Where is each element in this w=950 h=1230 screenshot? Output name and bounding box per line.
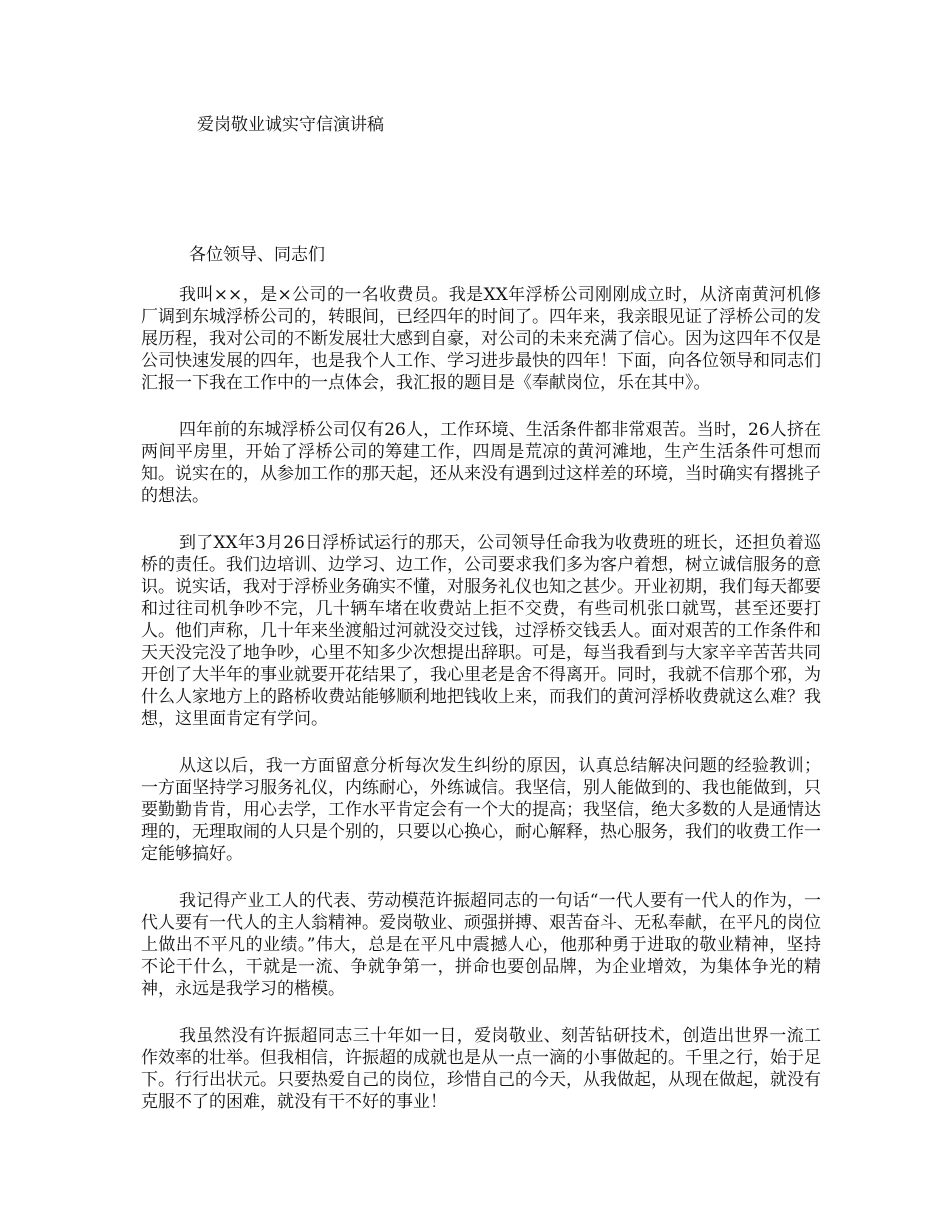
paragraph: 到了XX年3月26日浮桥试运行的那天，公司领导任命我为收费班的班长，还担负着巡桥的责任。我们边培训、边学习、边工作，公司要求我们多为客户着想，树立诚信服务的意识。说实话，我对于浮桥业务确实不懂，对服务礼仪也知之甚少。开业初期，我们每天都要和过往司机争吵不完，几十辆车堵在收费站上拒不交费，有些司机张口就骂，甚至还要打人。他们声称，几十年来坐渡船过河就没交过钱，过浮桥交钱丢人。面对艰苦的工作条件和天天没完没了地争吵，心里不知多少次想提出辞职。可是，每当我看到与大家辛辛苦苦共同开创了大半年的事业就要开花结果了，我心里老是舍不得离开。同时，我就不信那个邪，为什么人家地方上的路桥收费站能够顺利地把钱收上来，而我们的黄河浮桥收费就这么难？我想，这里面肯定有学问。	[141, 533, 821, 729]
greeting: 各位领导、同志们	[189, 245, 325, 265]
paragraph: 我虽然没有许振超同志三十年如一日，爱岗敬业、刻苦钻研技术，创造出世界一流工作效率的壮举。但我相信，许振超的成就也是从一点一滴的小事做起的。千里之行，始于足下。行行出状元。只要热爱自己的岗位，珍惜自己的今天，从我做起，从现在做起，就没有克服不了的困难，就没有干不好的事业！	[141, 1026, 821, 1112]
document-title: 爱岗敬业诚实守信演讲稿	[197, 115, 384, 135]
paragraph: 我记得产业工人的代表、劳动模范许振超同志的一句话“一代人要有一代人的作为，一代人要有一代人的主人翁精神。爱岗敬业、顽强拼搏、艰苦奋斗、无私奉献，在平凡的岗位上做出不平凡的业绩。”伟大，总是在平凡中震撼人心，他那种勇于进取的敬业精神，坚持不论干什么，干就是一流、争就争第一，拼命也要创品牌，为企业增效，为集体争光的精神，永远是我学习的楷模。	[141, 891, 821, 999]
paragraph: 四年前的东城浮桥公司仅有26人，工作环境、生活条件都非常艰苦。当时，26人挤在两间平房里，开始了浮桥公司的筹建工作，四周是荒凉的黄河滩地，生产生活条件可想而知。说实在的，从参加工作的那天起，还从来没有遇到过这样差的环境，当时确实有撂挑子的想法。	[141, 420, 821, 506]
paragraph: 从这以后，我一方面留意分析每次发生纠纷的原因，认真总结解决问题的经验教训；一方面坚持学习服务礼仪，内练耐心，外练诚信。我坚信，别人能做到的、我也能做到，只要勤勤肯肯，用心去学，工作水平肯定会有一个大的提高；我坚信，绝大多数的人是通情达理的，无理取闹的人只是个别的，只要以心换心，耐心解释，热心服务，我们的收费工作一定能够搞好。	[141, 756, 821, 864]
document-body	[141, 284, 821, 1138]
paragraph: 我叫××，是×公司的一名收费员。我是XX年浮桥公司刚刚成立时，从济南黄河机修厂调到东城浮桥公司的，转眼间，已经四年的时间了。四年来，我亲眼见证了浮桥公司的发展历程，我对公司的不断发展壮大感到自豪，对公司的未来充满了信心。因为这四年不仅是公司快速发展的四年，也是我个人工作、学习进步最快的四年！下面，向各位领导和同志们汇报一下我在工作中的一点体会，我汇报的题目是《奉献岗位，乐在其中》。	[141, 285, 821, 393]
